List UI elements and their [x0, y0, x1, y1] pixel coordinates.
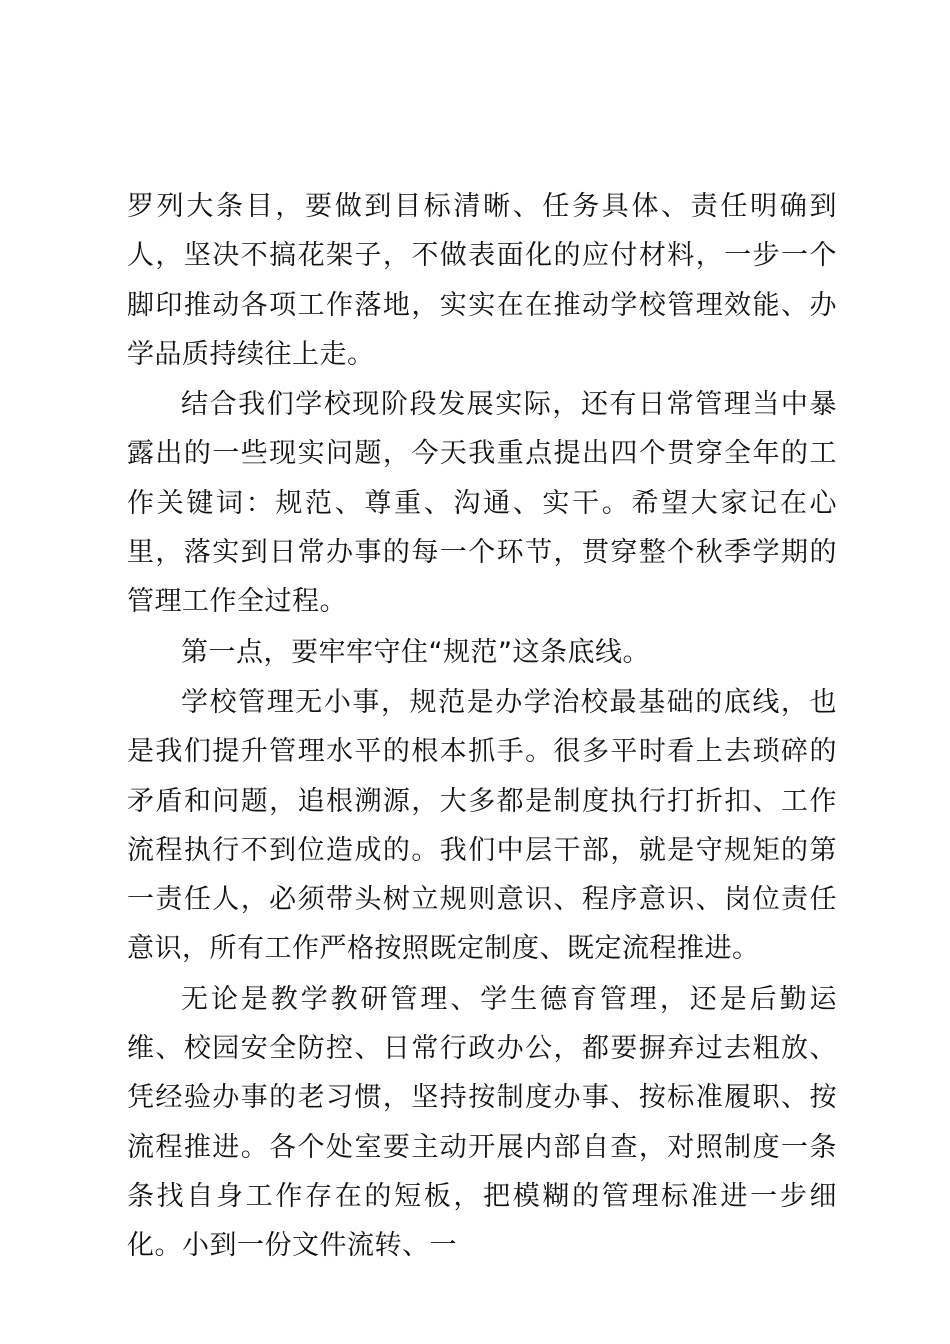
document-body [127, 182, 837, 1272]
paragraph-4: 学校管理无小事，规范是办学治校最基础的底线，也是我们提升管理水平的根本抓手。很多平时看上去琐碎的矛盾和问题，追根溯源，大多都是制度执行打折扣、工作流程执行不到位造成的。我们中层干部，就是守规矩的第一责任人，必须带头树立规则意识、程序意识、岗位责任意识，所有工作严格按照既定制度、既定流程推进。 [127, 686, 837, 965]
paragraph-5: 无论是教学教研管理、学生德育管理，还是后勤运维、校园安全防控、日常行政办公，都要摒弃过去粗放、凭经验办事的老习惯，坚持按制度办事、按标准履职、按流程推进。各个处室要主动开展内部自查，对照制度一条条找自身工作存在的短板，把模糊的管理标准进一步细化。小到一份文件流转、一 [127, 983, 837, 1262]
paragraph-1: 罗列大条目，要做到目标清晰、任务具体、责任明确到人，坚决不搞花架子，不做表面化的应付材料，一步一个脚印推动各项工作落地，实实在在推动学校管理效能、办学品质持续往上走。 [127, 191, 837, 370]
paragraph-2: 结合我们学校现阶段发展实际，还有日常管理当中暴露出的一些现实问题，今天我重点提出四个贯穿全年的工作关键词：规范、尊重、沟通、实干。希望大家记在心里，落实到日常办事的每一个环节，贯穿整个秋季学期的管理工作全过程。 [127, 389, 837, 618]
paragraph-3: 第一点，要牢牢守住“规范”这条底线。 [181, 636, 650, 668]
